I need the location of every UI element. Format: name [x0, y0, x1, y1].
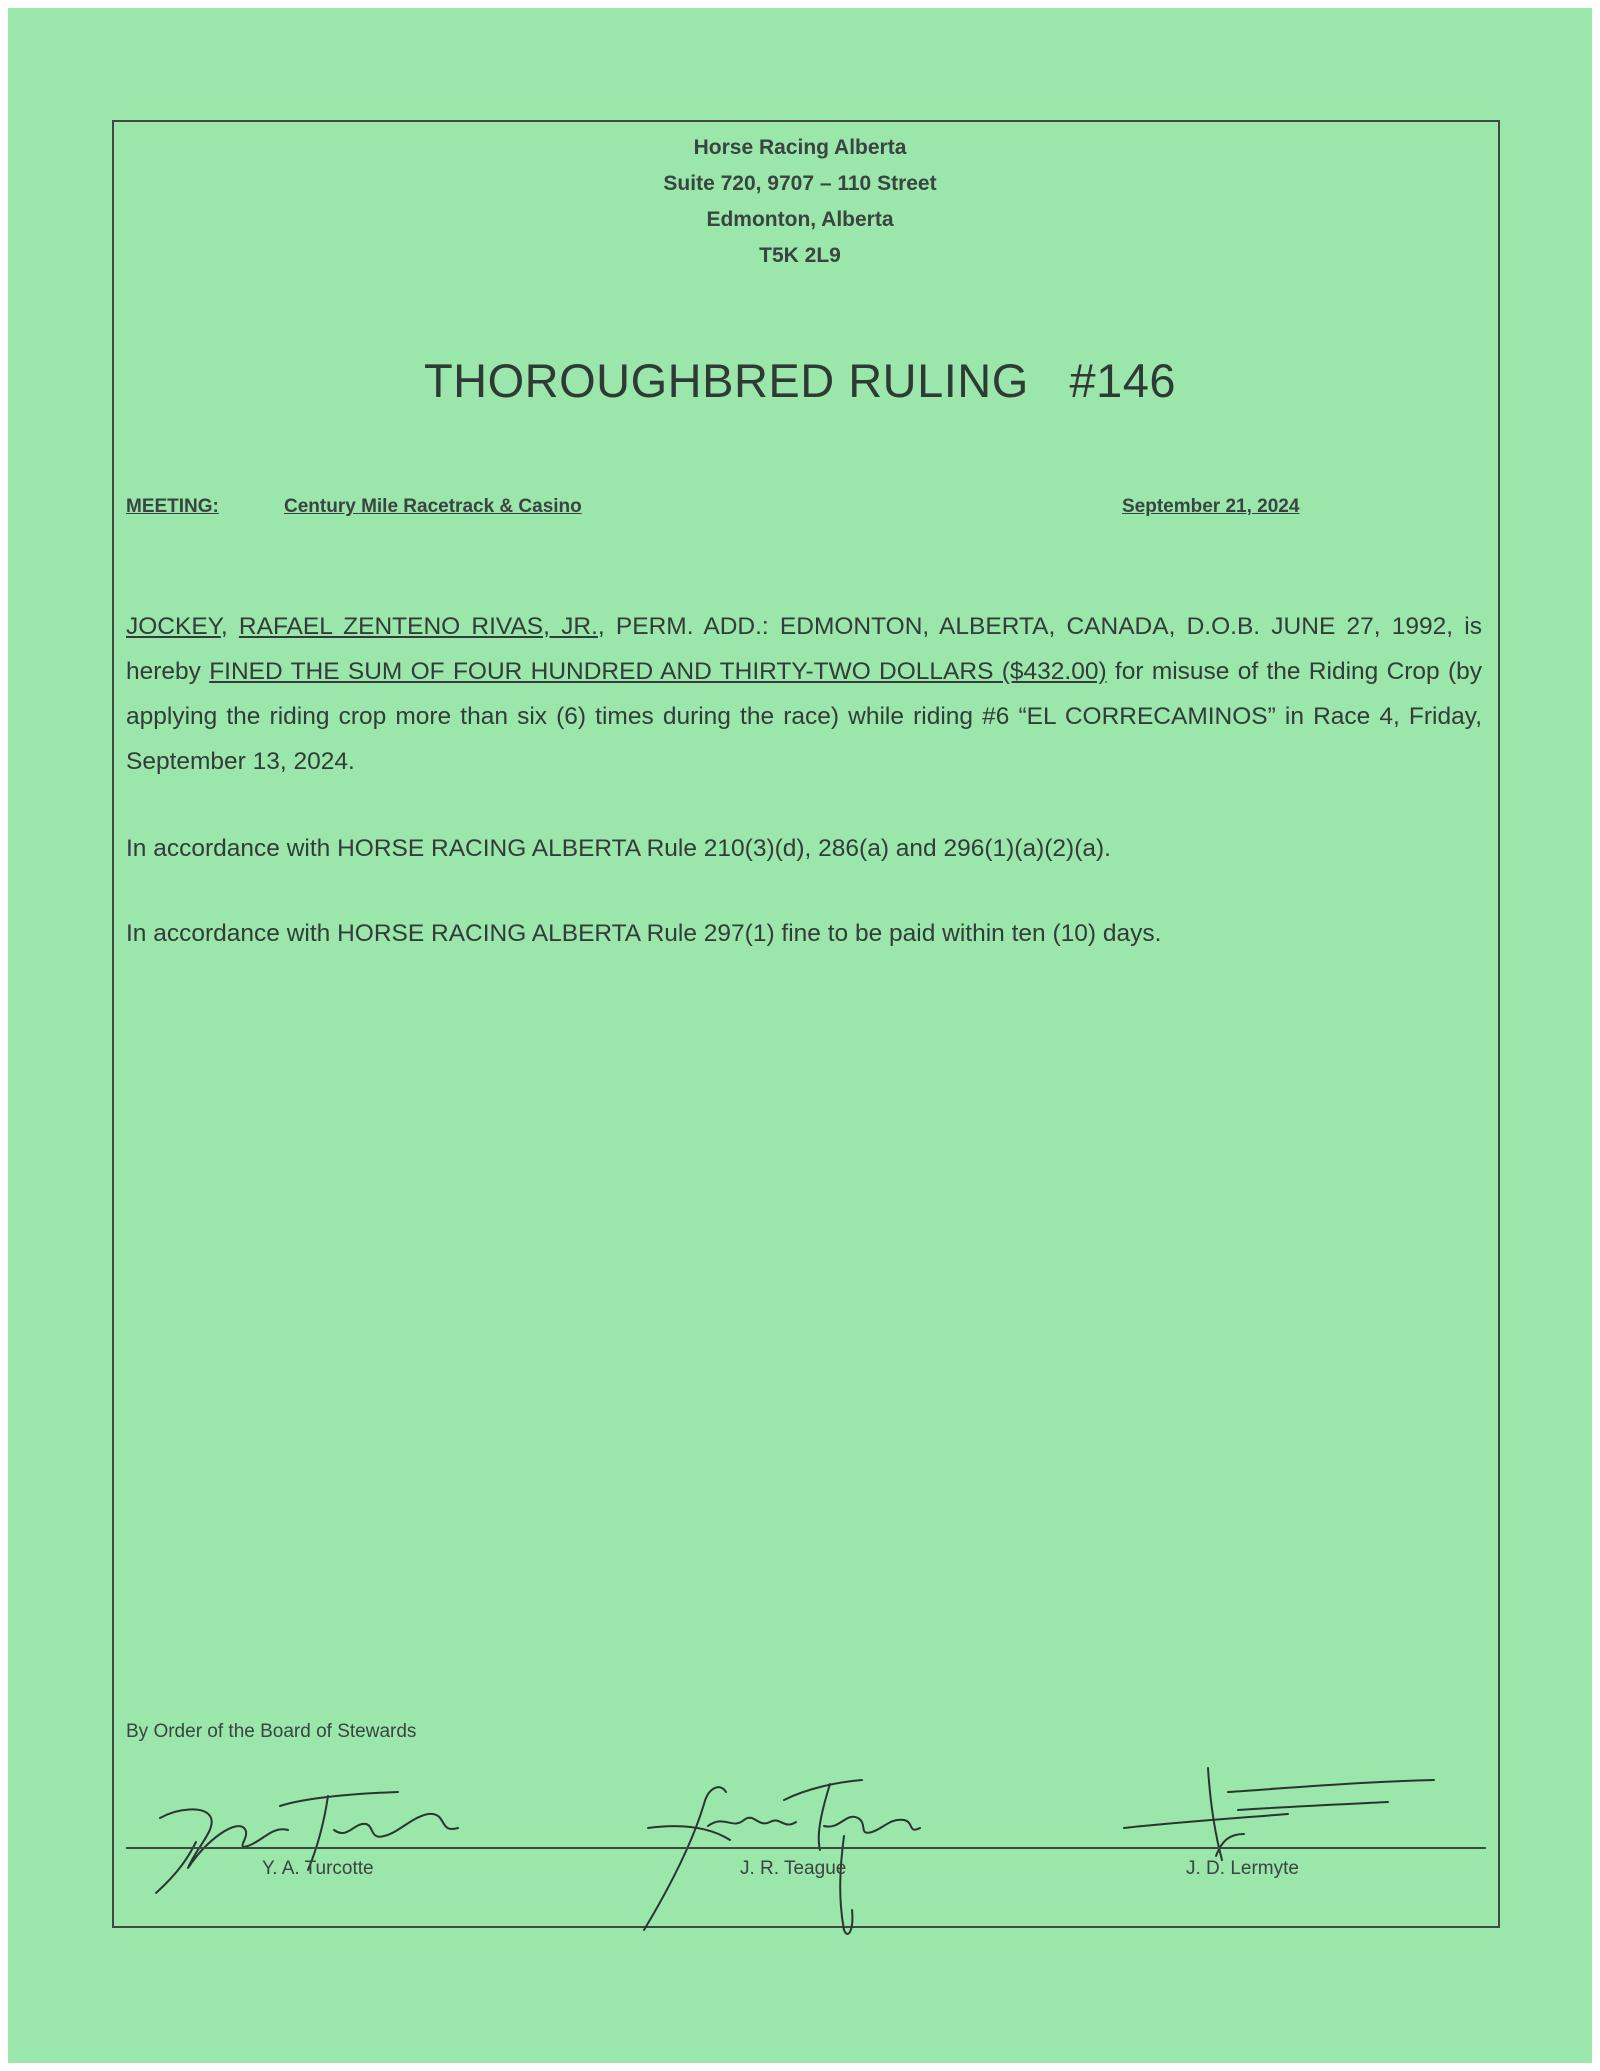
jockey-name: RAFAEL ZENTENO RIVAS, JR. [238, 613, 598, 640]
ruling-paragraph [126, 604, 1482, 784]
teague-signature [608, 1770, 938, 1940]
rule-reference-1: In accordance with HORSE RACING ALBERTA Rule 210(3)(d), 286(a) and 296(1)(a)(2)(a). [126, 835, 1111, 862]
meeting-label: MEETING: [126, 496, 219, 517]
ruling-text-2: for misuse of the Riding Crop (by applying the riding crop more than six (6) times during the race) while riding #6 “EL CORRECAMINOS” in Race 4, Friday, September 13, 2024. [126, 658, 1483, 775]
ruling-text-1: , PERM. ADD.: EDMONTON, ALBERTA, CANADA, D.O.B. JUNE 27, 1992, is hereby [126, 613, 1482, 685]
org-name: Horse Racing Alberta [693, 136, 907, 159]
ruling-document [8, 8, 1592, 2063]
address-line-1: Suite 720, 9707 – 110 Street [663, 172, 937, 195]
turcotte-signature [148, 1778, 508, 1898]
jockey-role: JOCKEY [126, 613, 221, 640]
address-line-2: Edmonton, Alberta [706, 208, 894, 231]
rule-reference-2: In accordance with HORSE RACING ALBERTA Rule 297(1) fine to be paid within ten (10) days. [126, 920, 1162, 947]
steward-name-lermyte: J. D. Lermyte [1186, 1858, 1299, 1879]
signature-line [126, 1847, 1486, 1849]
letterhead [8, 130, 1592, 274]
steward-name-turcotte: Y. A. Turcotte [262, 1858, 374, 1879]
postal-code: T5K 2L9 [759, 244, 841, 267]
role-separator: , [220, 613, 239, 640]
fine-amount: FINED THE SUM OF FOUR HUNDRED AND THIRTY-TWO DOLLARS ($432.00) [209, 658, 1107, 685]
steward-name-teague: J. R. Teague [740, 1858, 847, 1879]
ruling-title: THOROUGHBRED RULING #146 [423, 354, 1177, 407]
board-of-stewards-signoff: By Order of the Board of Stewards [126, 1721, 417, 1742]
meeting-date: September 21, 2024 [1122, 496, 1300, 517]
meeting-venue: Century Mile Racetrack & Casino [284, 496, 582, 517]
